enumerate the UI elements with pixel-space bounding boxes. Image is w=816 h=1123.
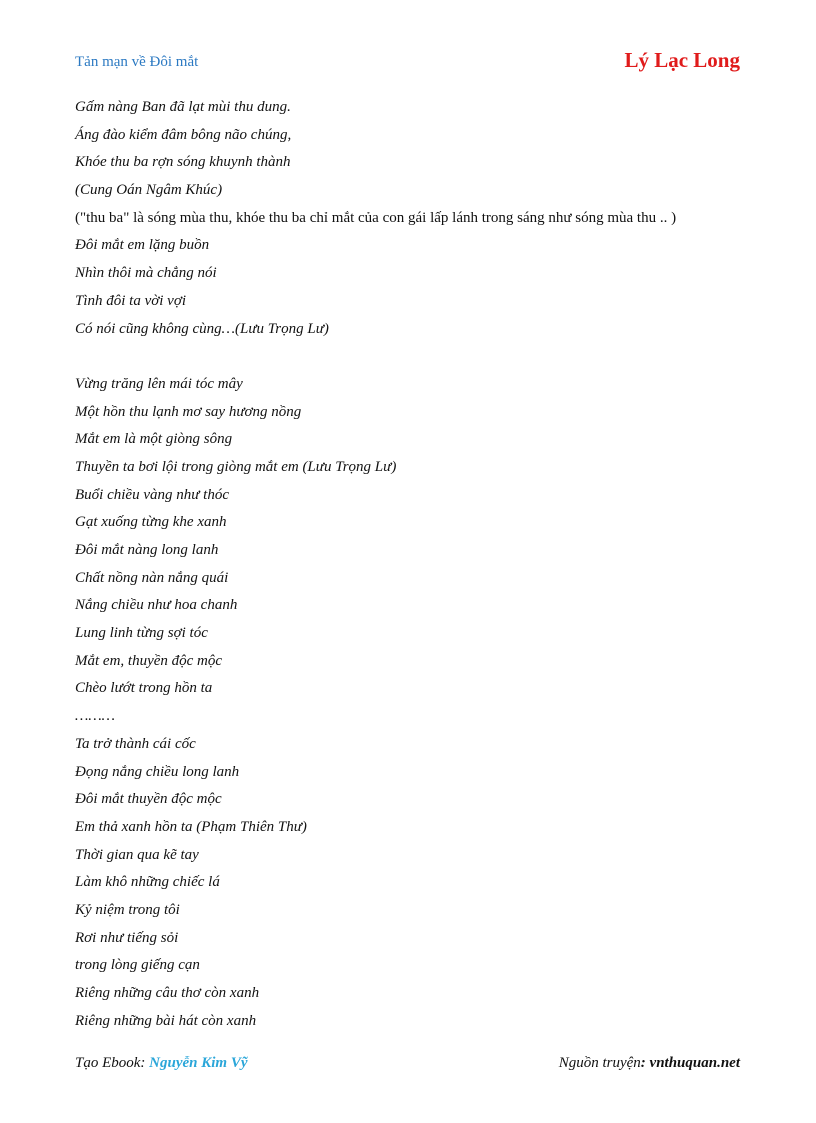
poem-line: Vừng trăng lên mái tóc mây (75, 375, 243, 392)
poem-line: Đôi mắt nàng long lanh (75, 542, 219, 558)
poem-line: Làm khô những chiếc lá (75, 874, 220, 891)
page-title: Tản mạn về Đôi mắt (75, 54, 199, 70)
poem-line: Đôi mắt em lặng buồn (75, 237, 210, 254)
poem-line: Riêng những bài hát còn xanh (75, 1012, 257, 1029)
poem-line: ……… (75, 708, 116, 725)
poem-line: Gấm nàng Ban đã lạt mùi thu dung. (75, 99, 291, 115)
poem-line: Chèo lướt trong hồn ta (75, 680, 213, 697)
poem-body (75, 94, 755, 1035)
poem-line: Mắt em, thuyền độc mộc (75, 652, 223, 669)
poem-line: Thời gian qua kẽ tay (75, 846, 199, 863)
poem-line: Em thả xanh hồn ta (Phạm Thiên Thư) (75, 818, 307, 835)
poem-line: Có nói cũng không cùng…(Lưu Trọng Lư) (75, 320, 329, 337)
poem-line: Nhìn thôi mà chẳng nói (75, 265, 217, 282)
poem-line: trong lòng giếng cạn (75, 957, 200, 974)
poem-line: Tình đôi ta vời vợi (75, 292, 187, 309)
poem-line: Buổi chiều vàng như thóc (75, 486, 229, 503)
source-colon: : (640, 1055, 650, 1071)
poem-line: Mắt em là một giòng sông (75, 431, 233, 448)
poem-line: Áng đào kiểm đâm bông não chúng, (75, 126, 292, 143)
poem-line: Đôi mắt thuyền độc mộc (75, 791, 222, 808)
ebook-credit (75, 1055, 248, 1072)
poem-line: Một hồn thu lạnh mơ say hương nồng (75, 403, 302, 420)
ebook-creator: Nguyễn Kim Vỹ (149, 1055, 248, 1071)
page-header (75, 48, 740, 78)
ebook-colon: : (140, 1055, 150, 1071)
poem-line: Nắng chiều như hoa chanh (75, 597, 238, 614)
poem-line: Chất nồng nàn nắng quái (75, 569, 229, 586)
poem-line: Thuyền ta bơi lội trong giòng mắt em (Lưu Trọng Lư) (75, 458, 397, 475)
blank-line (75, 343, 755, 371)
source-label: Nguồn truyện (558, 1055, 641, 1071)
poem-line: Kỷ niệm trong tôi (75, 901, 180, 918)
poem-line: Riêng những câu thơ còn xanh (75, 985, 260, 1001)
poem-line: Lung linh từng sợi tóc (75, 625, 208, 642)
poem-line: (Cung Oán Ngâm Khúc) (75, 182, 223, 199)
author-name: Lý Lạc Long (624, 48, 740, 72)
source-site: vnthuquan.net (649, 1055, 740, 1071)
ebook-label: Tạo Ebook (75, 1055, 141, 1071)
poem-line: Gạt xuống từng khe xanh (75, 514, 227, 531)
poem-line: ("thu ba" là sóng mùa thu, khóe thu ba chỉ mắt của con gái lấp lánh trong sáng như sóng mùa thu .. ) (75, 209, 677, 226)
page-footer (75, 1055, 740, 1077)
poem-line: Đọng nắng chiều long lanh (75, 763, 240, 780)
source-credit (559, 1055, 740, 1072)
poem-line: Khóe thu ba rợn sóng khuynh thành (75, 154, 291, 171)
poem-line: Rơi như tiếng sỏi (75, 929, 179, 946)
poem-line: Ta trở thành cái cốc (75, 735, 196, 752)
